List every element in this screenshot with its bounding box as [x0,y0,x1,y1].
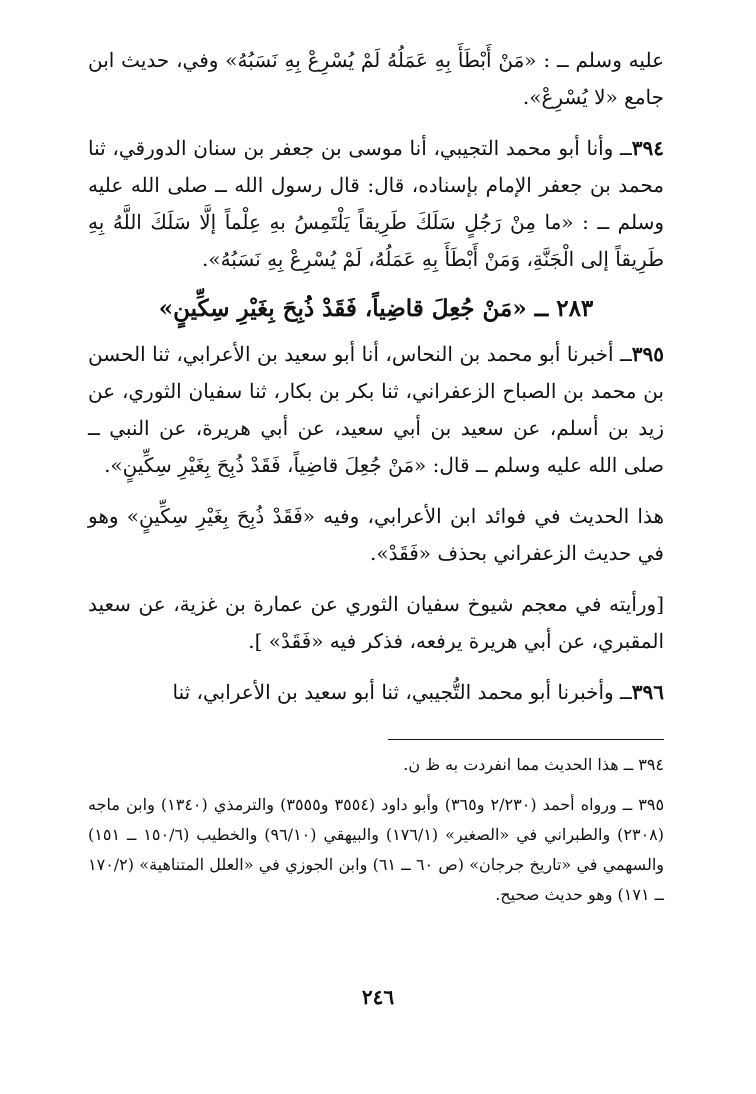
hadith-number: ٣٩٥ [631,342,664,366]
paragraph-intro: عليه وسلم ــ : «مَنْ أَبْطَأَ بِهِ عَمَلُهُ لَمْ يُسْرِعْ بِهِ نَسَبُهُ» وفي، حديث ابن جامع «لا يُسْرِعْ». [88,48,664,109]
chapter-number: ٢٨٣ [556,295,594,322]
paragraph-fawaid-note: هذا الحديث في فوائد ابن الأعرابي، وفيه «فَقَدْ ذُبِحَ بِغَيْرِ سِكِّينٍ» وهو في حديث الزعفراني بحذف «فَقَدْ». [88,504,664,565]
hadith-text: ــ وأنا أبو محمد التجيبي، أنا موسى بن جعفر بن سنان الدورقي، ثنا محمد بن جعفر الإمام بإسناده، قال: قال رسول الله ــ صلى الله عليه وسلم ــ : «ما مِنْ رَجُلٍ سَلَكَ طَرِيقاً يَلْتَمِسُ بهِ عِلْماً إلَّا سَلَكَ اللَّهُ بِهِ طَرِيقاً إلى الْجَنَّةِ، وَمَنْ أَبْطَأَ بِهِ عَمَلُهُ، لَمْ يُسْرِعْ بِهِ نَسَبُهُ». [88,136,664,271]
hadith-text: ــ وأخبرنا أبو محمد التُّجيبي، ثنا أبو سعيد بن الأعرابي، ثنا [172,680,632,704]
hadith-number: ٣٩٤ [631,136,664,160]
main-text [88,42,664,711]
footnote-395: ٣٩٥ ــ ورواه أحمد (٢/٢٣٠ و٣٦٥) وأبو داود (٣٥٥٤ و٣٥٥٥) والترمذي (١٣٤٠) وابن ماجه (٢٣٠٨) والطبراني في «الصغير» (١٧٦/١) والبيهقي (٩٦/١٠) والخطيب (١٥٠/٦ ــ ١٥١) والسهمي في «تاريخ جرجان» (ص ٦٠ ــ ٦١) وابن الجوزي في «العلل المتناهية» (١٧٠/٢ ــ ١٧١) وهو حديث صحيح. [88,795,665,904]
footnotes [88,750,664,910]
hadith-number: ٣٩٦ [631,680,664,704]
hadith-text: ــ أخبرنا أبو محمد بن النحاس، أنا أبو سعيد بن الأعرابي، ثنا الحسن بن محمد بن الصباح الزعفراني، ثنا بكر بن بكار، ثنا سفيان الثوري، عن زيد بن أسلم، عن سعيد بن أبي سعيد، عن أبي هريرة، عن النبي ــ صلى الله عليه وسلم ــ قال: «مَنْ جُعِلَ قاضِياً، فَقَدْ ذُبِحَ بِغَيْرِ سِكِّينٍ». [88,342,664,477]
hadith-394 [88,130,664,278]
footnote-394: ٣٩٤ ــ هذا الحديث مما انفردت به ظ ن. [403,755,664,774]
chapter-title: ــ «مَنْ جُعِلَ قاضِياً، فَقَدْ ذُبِحَ بِغَيْرِ سِكِّينٍ» [158,295,549,322]
chapter-heading [88,290,664,328]
footnote-divider [388,739,664,740]
hadith-395 [88,336,664,484]
page-number: ٢٤٦ [361,985,395,1009]
hadith-396 [88,674,664,711]
paragraph-mujam-note: [ورأيته في معجم شيوخ سفيان الثوري عن عمارة بن غزية، عن سعيد المقبري، عن أبي هريرة يرفعه، فذكر فيه «فَقَدْ» ]. [88,592,664,653]
